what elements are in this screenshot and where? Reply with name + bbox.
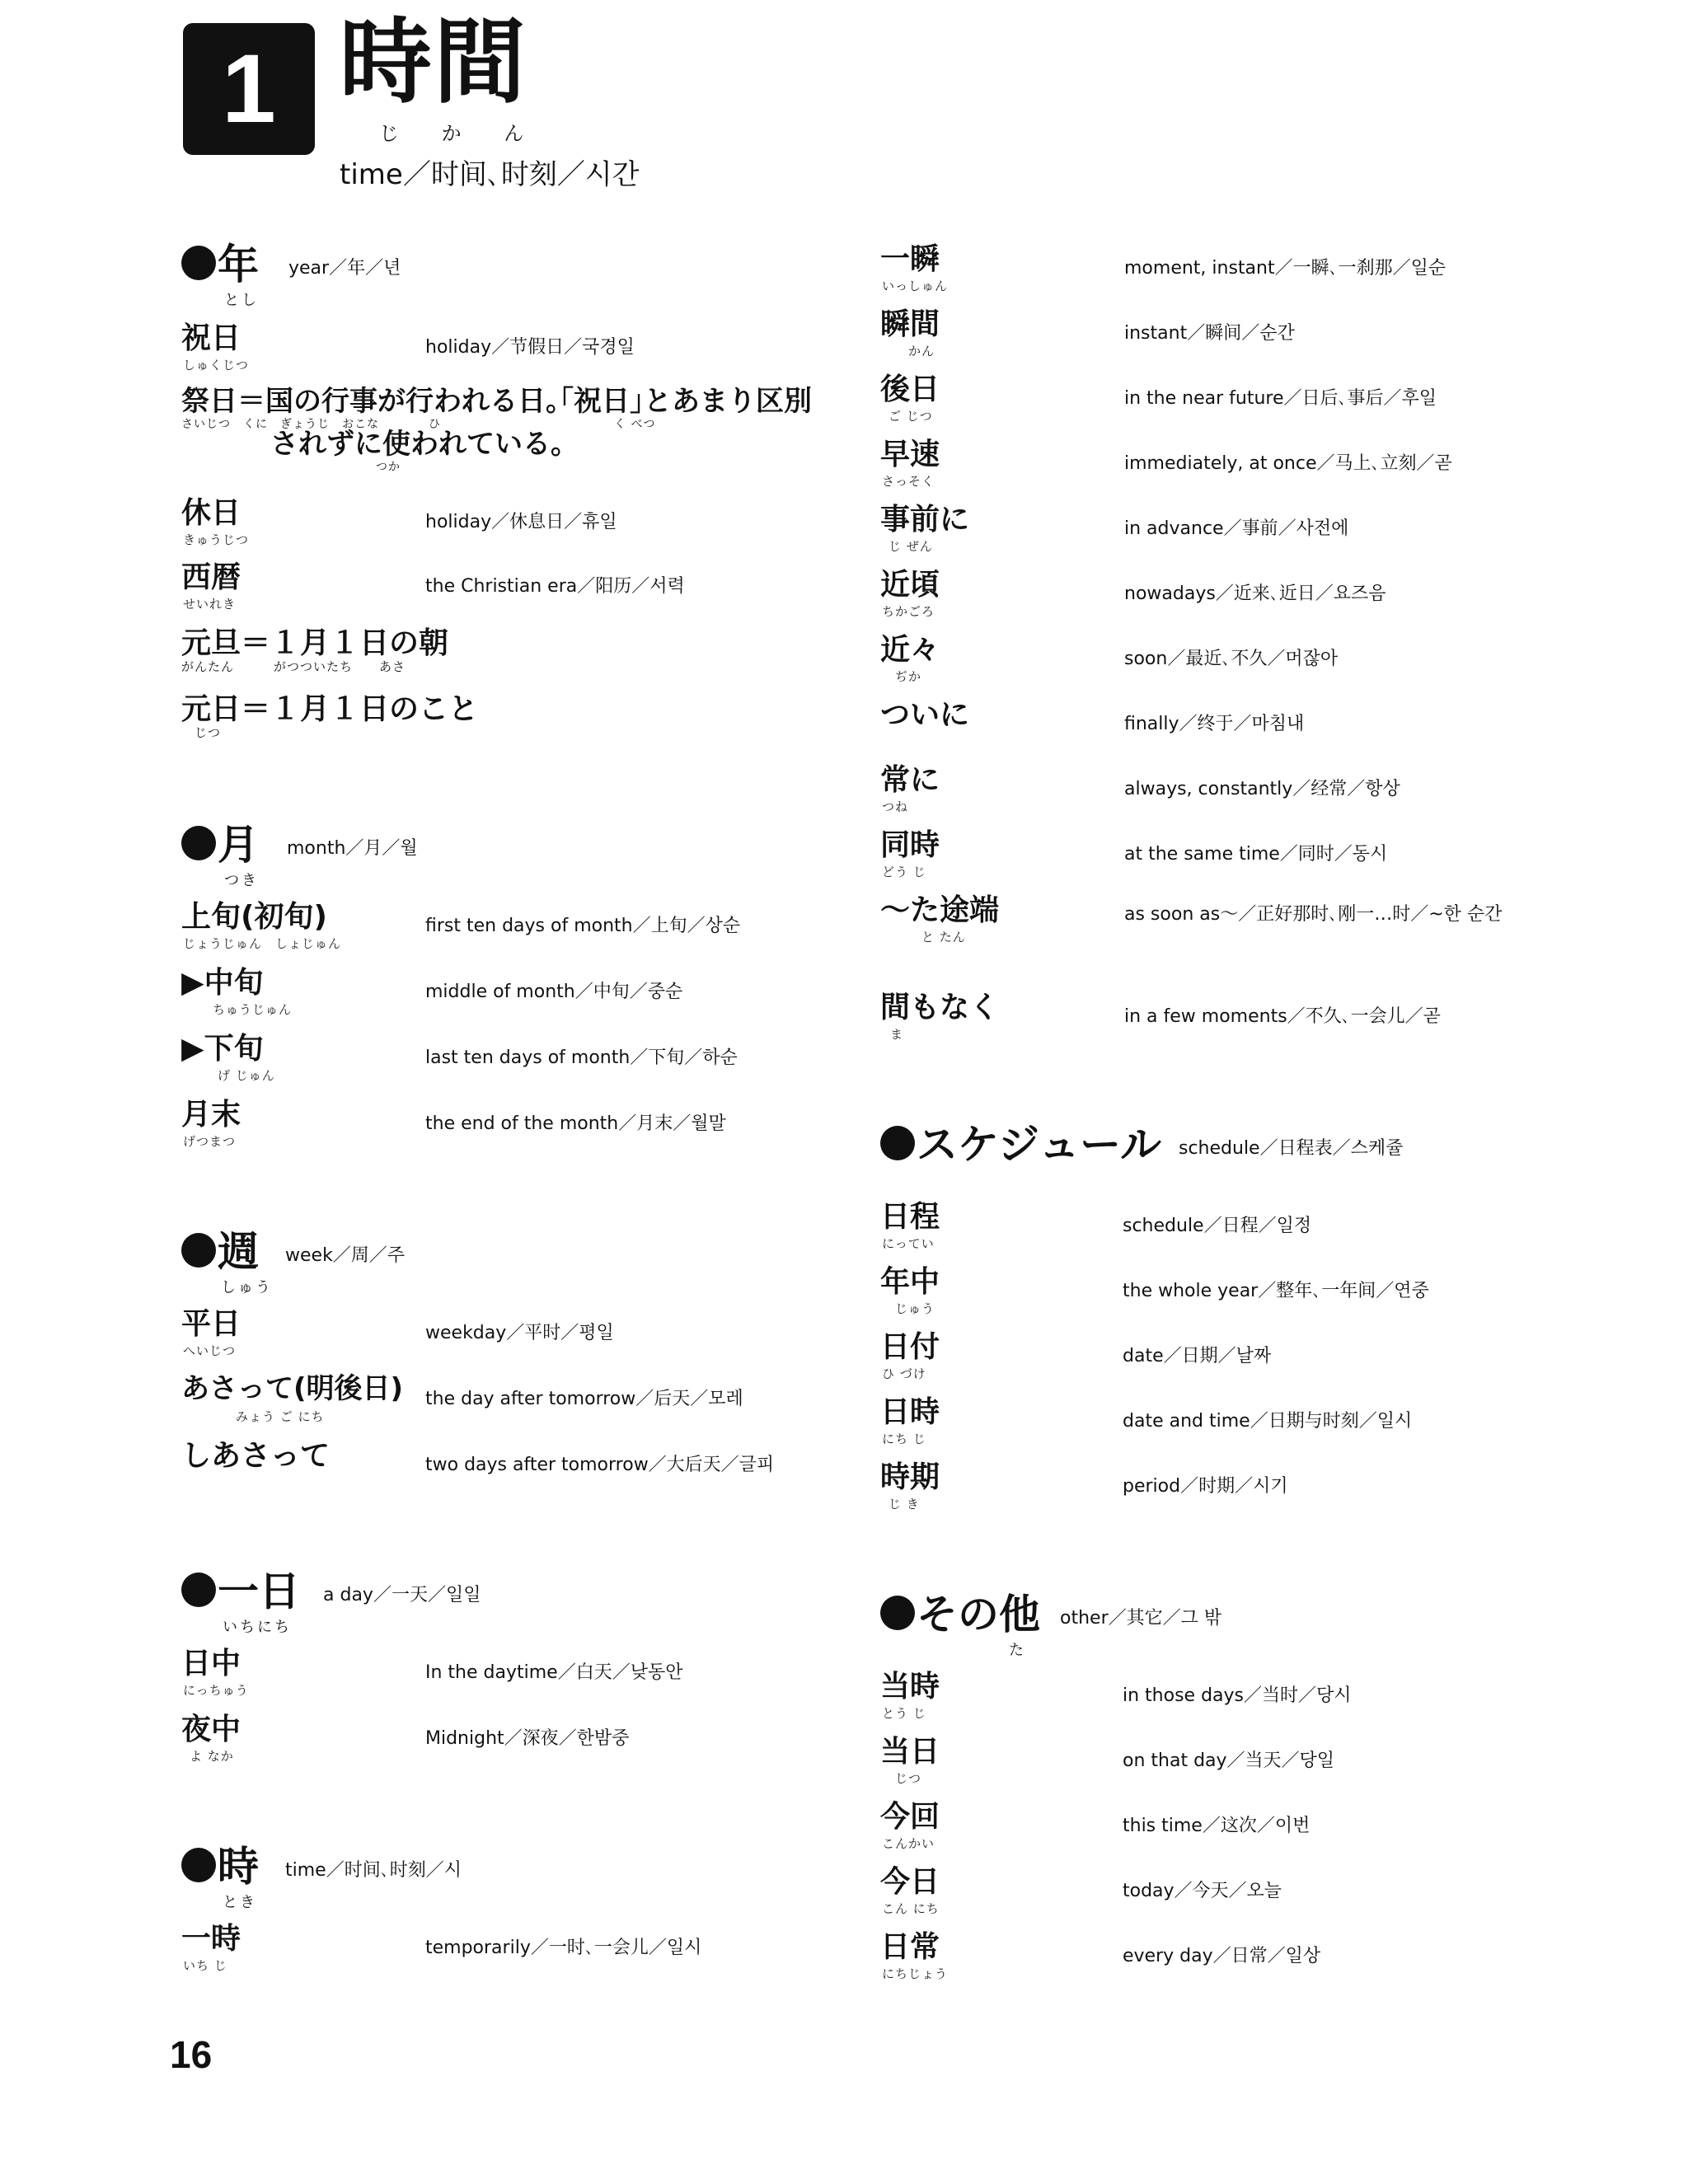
entry-term: 日中 xyxy=(181,1647,241,1680)
entry-reading: こんかい xyxy=(882,1836,935,1851)
chapter-reading: じ か ん xyxy=(379,122,526,145)
entry-term: 上旬(初旬) xyxy=(181,900,327,934)
entry-translation: the end of the month／月末／월말 xyxy=(425,1113,726,1134)
vocab-entry xyxy=(181,1714,824,1774)
usage-note: 元日＝１月１日のこと じつ xyxy=(181,692,479,740)
vocab-entry xyxy=(181,562,824,621)
entry-reading: かん xyxy=(882,344,935,359)
section-reading: しゅう xyxy=(221,1279,273,1296)
entry-reading: いち じ xyxy=(183,1958,227,1973)
entry-reading: しゅくじつ xyxy=(183,358,250,373)
entry-reading: いっしゅん xyxy=(882,279,949,293)
entry-translation: as soon as～／正好那时､刚一…时／~한 순간 xyxy=(1124,904,1503,925)
vocab-entry xyxy=(880,1671,1540,1731)
vocab-entry xyxy=(880,569,1540,629)
entry-reading: じつ xyxy=(882,1771,922,1786)
entry-reading: げつまつ xyxy=(183,1134,237,1149)
entry-translation: in a few moments／不久､一会儿／곧 xyxy=(1124,1006,1441,1027)
usage-note: 祭日＝国の行事が行われる日｡｢祝日｣とあまり区別 さいじつ くに ぎょうじ おこな ひ く べつ されずに使われている｡ つか xyxy=(181,385,812,475)
section-term: 一日 xyxy=(181,1571,300,1612)
entry-reading: にってい xyxy=(882,1236,935,1251)
entry-translation: nowadays／近来､近日／요즈음 xyxy=(1124,583,1386,604)
entry-translation: every day／日常／일상 xyxy=(1123,1946,1321,1966)
entry-translation: soon／最近､不久／머잖아 xyxy=(1124,649,1339,669)
vocab-entry xyxy=(880,244,1540,303)
vocab-entry xyxy=(880,1932,1540,1991)
entry-translation: temporarily／一时､一会儿／일시 xyxy=(425,1938,702,1958)
vocab-entry xyxy=(181,1441,824,1500)
entry-reading: せいれき xyxy=(183,597,237,612)
entry-term: 日時 xyxy=(880,1395,940,1429)
entry-term: 一時 xyxy=(181,1922,241,1956)
vocab-entry xyxy=(880,1462,1540,1521)
section-term: 年 xyxy=(181,244,259,285)
entry-term: 休日 xyxy=(181,496,241,530)
entry-term: あさって(明後日) xyxy=(181,1372,404,1405)
section-reading: とし xyxy=(224,292,259,309)
entry-term: 近頃 xyxy=(880,568,940,602)
entry-term: 常に xyxy=(880,763,940,797)
entry-reading: にち じ xyxy=(882,1432,926,1446)
entry-term: 日程 xyxy=(880,1200,940,1234)
entry-term: 間もなく xyxy=(880,991,1000,1024)
entry-translation: in the near future／日后､事后／후일 xyxy=(1124,388,1437,409)
vocab-entry xyxy=(880,765,1540,824)
entry-translation: holiday／休息日／휴일 xyxy=(425,512,617,532)
entry-term: 瞬間 xyxy=(880,307,940,341)
entry-reading: げ じゅん xyxy=(218,1068,275,1083)
page-number: 16 xyxy=(170,2033,213,2076)
entry-translation: always, constantly／经常／항상 xyxy=(1124,779,1400,799)
entry-term: 近々 xyxy=(880,633,940,667)
vocab-entry xyxy=(880,309,1540,368)
entry-translation: the day after tomorrow／后天／모레 xyxy=(425,1389,743,1409)
entry-reading: ぢか xyxy=(882,669,922,684)
entry-reading: にちじょう xyxy=(882,1966,949,1981)
section-translation: year／年／년 xyxy=(288,258,401,279)
entry-translation: Midnight／深夜／한밤중 xyxy=(425,1728,630,1749)
section-term: その他 xyxy=(880,1594,1040,1635)
entry-translation: at the same time／同时／동시 xyxy=(1124,844,1388,865)
entry-translation: on that day／当天／당일 xyxy=(1123,1750,1335,1771)
entry-reading: よ なか xyxy=(190,1749,234,1764)
entry-term: 日付 xyxy=(880,1330,940,1364)
section-translation: schedule／日程表／스케쥴 xyxy=(1179,1138,1404,1159)
entry-term: 当日 xyxy=(880,1735,940,1769)
entry-translation: In the daytime／白天／낮동안 xyxy=(425,1662,683,1683)
entry-translation: immediately, at once／马上､立刻／곧 xyxy=(1124,453,1452,474)
section-term: 時 xyxy=(181,1846,259,1887)
entry-term: 日常 xyxy=(880,1930,940,1964)
vocab-entry xyxy=(181,902,824,961)
section-reading: とき xyxy=(223,1894,257,1911)
vocab-entry xyxy=(181,1099,824,1159)
entry-translation: date and time／日期与时刻／일시 xyxy=(1123,1411,1413,1432)
entry-reading: ま xyxy=(890,1027,904,1042)
entry-term: ついに xyxy=(880,698,970,732)
entry-reading: ご じつ xyxy=(889,409,933,424)
vocab-entry xyxy=(880,1736,1540,1796)
bullet-dot-icon xyxy=(181,1233,216,1268)
entry-reading: つね xyxy=(882,799,909,814)
entry-translation: finally／终于／마침내 xyxy=(1124,714,1305,734)
vocab-entry xyxy=(880,439,1540,499)
vocab-entry xyxy=(880,1867,1540,1926)
entry-translation: moment, instant／一瞬､一刹那／일순 xyxy=(1124,258,1447,279)
entry-reading: どう じ xyxy=(882,865,926,879)
entry-term: 早速 xyxy=(880,438,940,471)
entry-term: 今日 xyxy=(880,1865,940,1899)
entry-translation: date／日期／날짜 xyxy=(1123,1346,1272,1366)
chapter-translation: time／时间､时刻／시간 xyxy=(340,158,640,191)
vocab-entry xyxy=(181,323,824,382)
entry-translation: two days after tomorrow／大后天／글피 xyxy=(425,1455,775,1475)
entry-term: ▶中旬 xyxy=(181,966,264,1000)
entry-translation: middle of month／中旬／중순 xyxy=(425,982,683,1002)
entry-translation: schedule／日程／일정 xyxy=(1123,1216,1312,1236)
entry-translation: today／今天／오늘 xyxy=(1123,1881,1282,1901)
section-term: 週 xyxy=(181,1231,259,1272)
entry-translation: in those days／当时／당시 xyxy=(1123,1685,1352,1706)
entry-translation: the whole year／整年､一年间／연중 xyxy=(1123,1281,1429,1301)
entry-reading: みょう ご にち xyxy=(183,1409,325,1424)
vocab-entry xyxy=(181,1309,824,1368)
vocab-entry xyxy=(880,1202,1540,1261)
entry-reading: ちゅうじゅん xyxy=(213,1002,293,1017)
entry-reading: ひ づけ xyxy=(882,1366,926,1381)
bullet-dot-icon xyxy=(181,246,216,280)
entry-reading: じ き xyxy=(889,1497,920,1511)
entry-translation: instant／瞬间／순간 xyxy=(1124,323,1295,344)
chapter-title: 時間 xyxy=(340,9,528,116)
vocab-entry xyxy=(880,504,1540,564)
entry-term: 祝日 xyxy=(181,321,241,355)
entry-term: 同時 xyxy=(880,828,940,862)
bullet-dot-icon xyxy=(880,1126,915,1160)
vocab-entry xyxy=(880,1332,1540,1391)
entry-term: 事前に xyxy=(880,503,970,537)
entry-term: 夜中 xyxy=(181,1713,241,1746)
entry-reading: へいじつ xyxy=(183,1343,237,1358)
entry-reading: じゅう xyxy=(882,1301,935,1316)
entry-term: 年中 xyxy=(880,1265,940,1299)
section-translation: month／月／월 xyxy=(287,838,418,859)
entry-term: 月末 xyxy=(181,1098,241,1132)
section-term: スケジュール xyxy=(880,1124,1161,1165)
entry-reading: ちかごろ xyxy=(882,604,935,619)
chapter-number: 1 xyxy=(183,23,315,155)
entry-translation: weekday／平时／평일 xyxy=(425,1323,614,1343)
bullet-dot-icon xyxy=(181,1572,216,1607)
vocab-entry xyxy=(181,498,824,557)
entry-reading: とう じ xyxy=(882,1706,926,1721)
vocab-entry xyxy=(880,830,1540,889)
entry-term: 一瞬 xyxy=(880,242,940,276)
entry-term: 平日 xyxy=(181,1307,241,1341)
bullet-dot-icon xyxy=(181,826,216,860)
entry-reading: と たん xyxy=(882,930,966,944)
vocab-entry xyxy=(880,1802,1540,1861)
vocab-entry xyxy=(880,992,1540,1052)
entry-term: 当時 xyxy=(880,1670,940,1704)
entry-translation: this time／这次／이번 xyxy=(1123,1816,1311,1836)
vocab-entry xyxy=(880,1267,1540,1326)
entry-term: 今回 xyxy=(880,1800,940,1834)
entry-translation: last ten days of month／下旬／하순 xyxy=(425,1047,738,1068)
entry-translation: holiday／节假日／국경일 xyxy=(425,337,635,358)
entry-reading: さっそく xyxy=(882,474,935,489)
vocab-entry xyxy=(181,1372,824,1434)
vocab-entry xyxy=(181,1648,824,1708)
section-reading: た xyxy=(1009,1642,1026,1659)
usage-note: 元旦＝１月１日の朝 がんたん がつついたち あさ xyxy=(181,626,449,674)
entry-reading: じ ぜん xyxy=(889,539,933,554)
vocab-entry xyxy=(880,374,1540,434)
entry-translation: the Christian era／阳历／서력 xyxy=(425,576,685,597)
entry-translation: first ten days of month／上旬／상순 xyxy=(425,916,741,936)
vocab-entry xyxy=(880,635,1540,694)
vocab-entry xyxy=(181,1924,824,1983)
section-reading: つき xyxy=(224,872,259,889)
section-translation: other／其它／그 밖 xyxy=(1060,1608,1222,1629)
vocab-entry xyxy=(880,700,1540,759)
entry-reading: きゅうじつ xyxy=(183,532,250,547)
entry-translation: period／时期／시기 xyxy=(1123,1476,1288,1497)
section-reading: いちにち xyxy=(223,1619,292,1636)
entry-term: しあさって xyxy=(181,1439,331,1473)
section-translation: a day／一天／일일 xyxy=(323,1585,481,1605)
section-translation: week／周／주 xyxy=(285,1245,406,1266)
vocab-entry xyxy=(880,1397,1540,1456)
vocab-entry xyxy=(880,895,1540,986)
entry-term: ▶下旬 xyxy=(181,1032,264,1066)
vocab-entry xyxy=(181,1033,824,1093)
entry-term: 時期 xyxy=(880,1460,940,1494)
entry-term: 後日 xyxy=(880,373,940,406)
vocab-entry xyxy=(181,968,824,1027)
entry-reading: にっちゅう xyxy=(183,1683,249,1698)
entry-term: ～た途端 xyxy=(880,893,1000,927)
entry-term: 西暦 xyxy=(181,560,241,594)
entry-reading: こん にち xyxy=(882,1901,940,1916)
bullet-dot-icon xyxy=(181,1848,216,1882)
entry-reading: じょうじゅん しょじゅん xyxy=(183,936,342,951)
section-translation: time／时间､时刻／시 xyxy=(285,1860,462,1881)
section-term: 月 xyxy=(181,824,259,865)
entry-translation: in advance／事前／사전에 xyxy=(1124,518,1349,539)
bullet-dot-icon xyxy=(880,1596,915,1630)
